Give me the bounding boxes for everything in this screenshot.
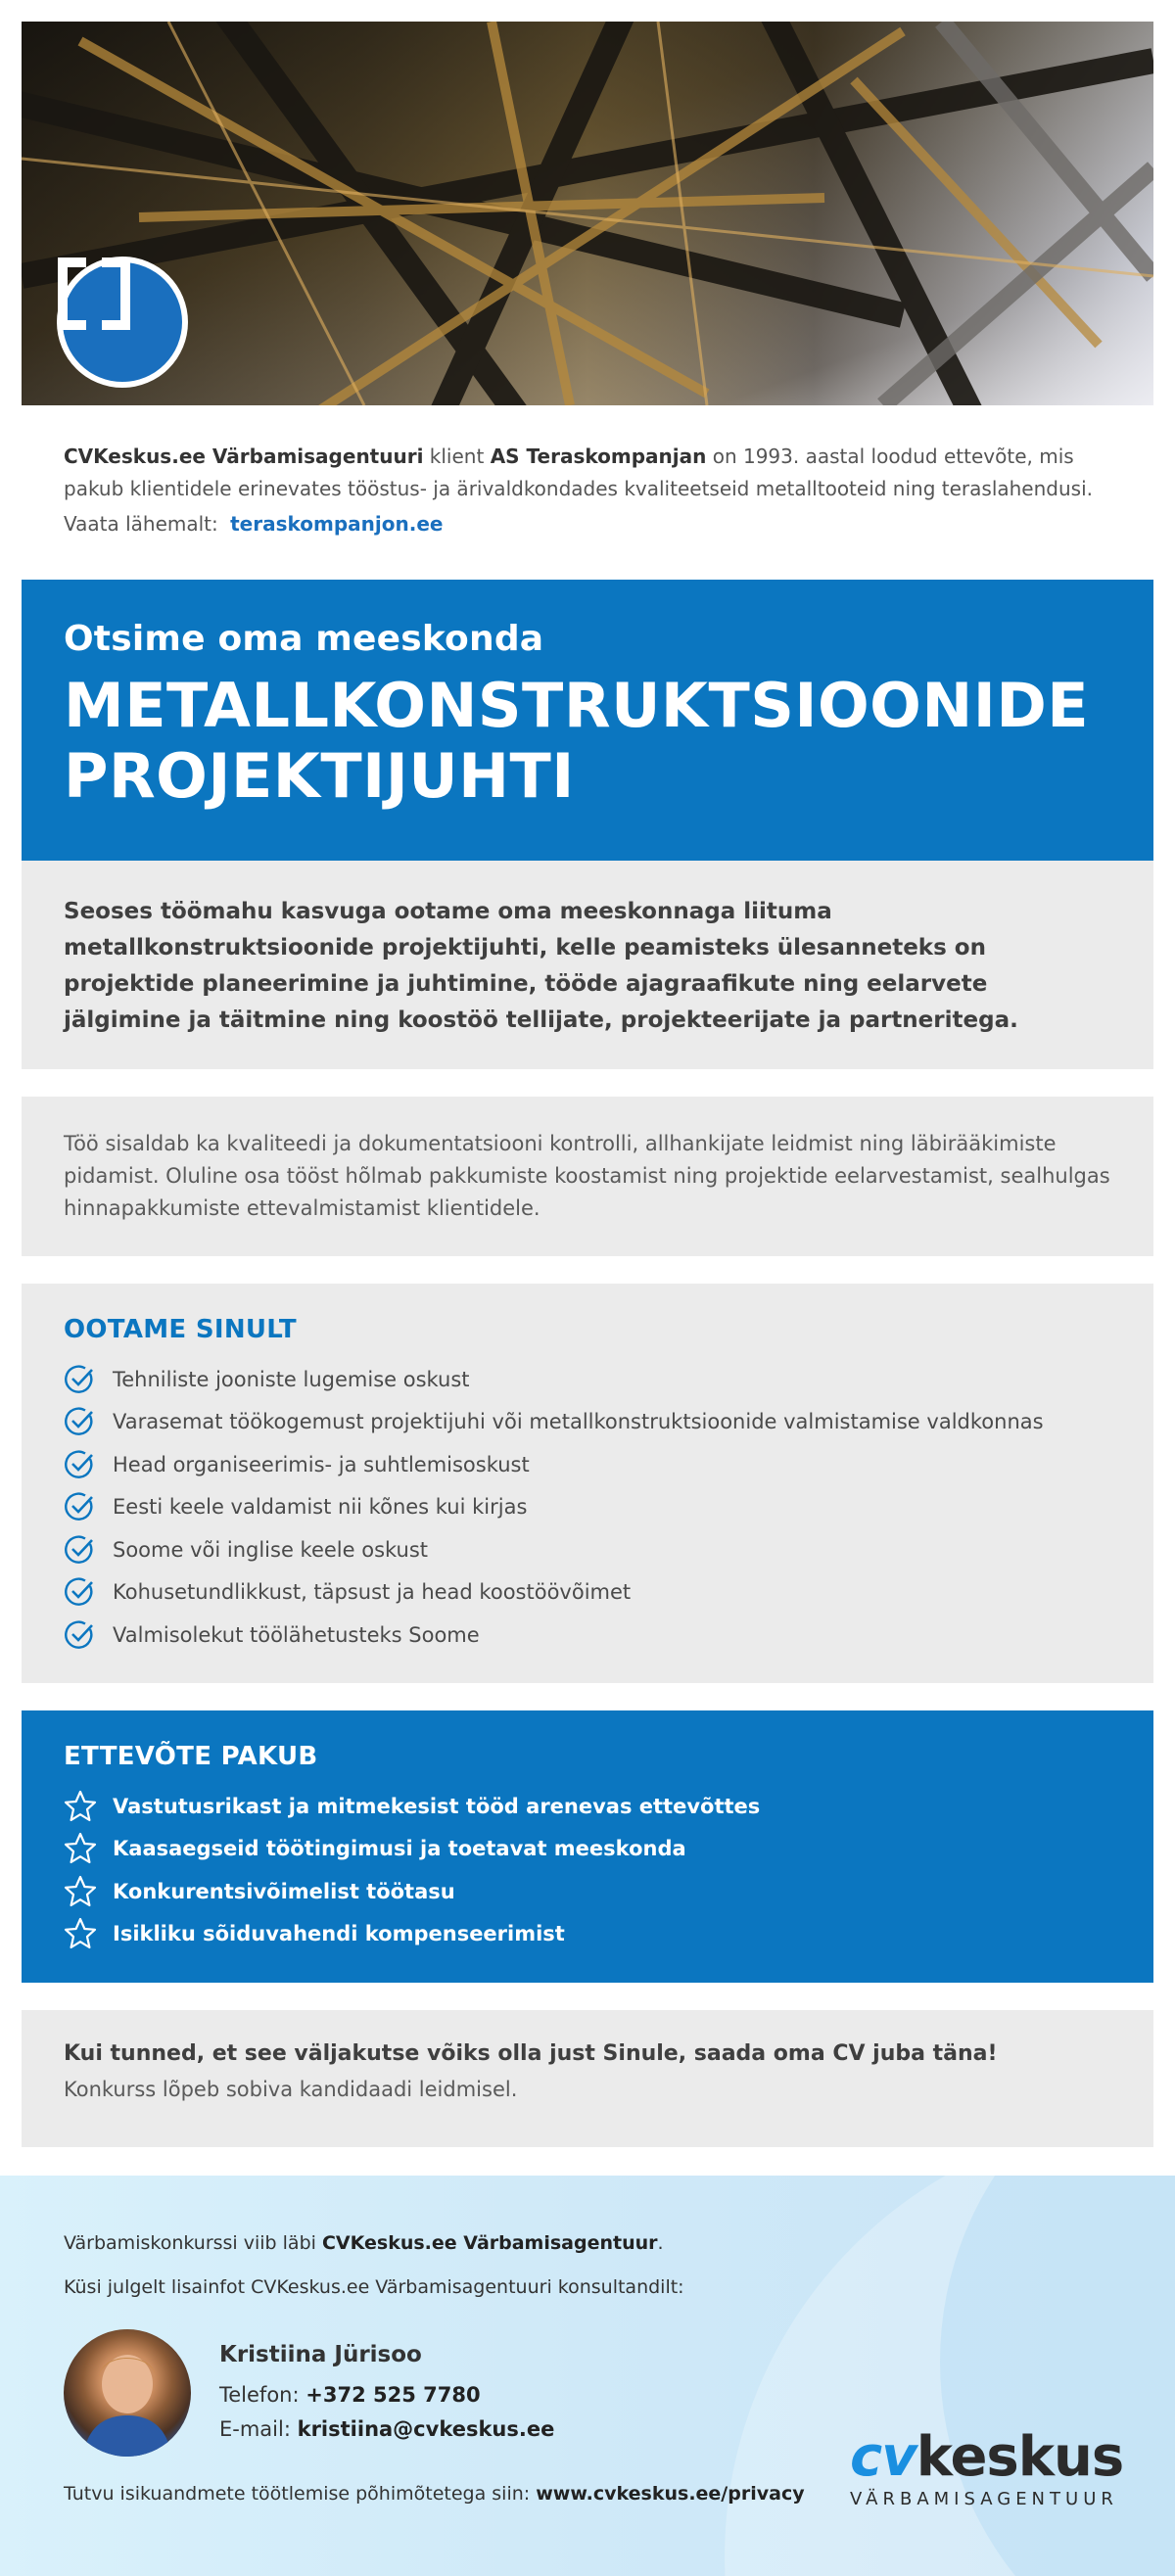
- job-title-block: [22, 580, 1153, 861]
- offer-item: Konkurentsivõimelist töötasu: [64, 1870, 1111, 1913]
- offer-item: Kaasaegseid töötingimusi ja toetavat meeskonda: [64, 1828, 1111, 1871]
- check-circle-icon: [64, 1534, 113, 1566]
- consultant-phone: Telefon: +372 525 7780: [219, 2383, 481, 2407]
- company-description: on 1993. aastal loodud ettevõte, mis pakub klientidele erinevates tööstus- ja ärivaldkondades kvaliteetseid metalltooteid ning teraslahendusi.: [64, 445, 1093, 500]
- phone-number[interactable]: +372 525 7780: [306, 2383, 481, 2407]
- cvkeskus-logo: [850, 2425, 1124, 2509]
- cta-deadline-note: Konkurss lõpeb sobiva kandidaadi leidmisel.: [64, 2078, 518, 2101]
- requirement-item: Tehniliste jooniste lugemise oskust: [64, 1358, 1111, 1401]
- company-logo-badge: [57, 257, 188, 388]
- client-name: AS Teraskompanjan: [490, 445, 707, 468]
- requirement-item: Valmisolekut töölähetusteks Soome: [64, 1614, 1111, 1657]
- offer-item: Vastutusrikast ja mitmekesist tööd arenevas ettevõttes: [64, 1785, 1111, 1828]
- offer-section: [22, 1710, 1153, 1983]
- star-icon: [64, 1917, 113, 1950]
- check-circle-icon: [64, 1364, 113, 1395]
- consultant-avatar: [64, 2329, 191, 2457]
- offer-item: Isikliku sõiduvahendi kompenseerimist: [64, 1913, 1111, 1956]
- consultant-email: E-mail: kristiina@cvkeskus.ee: [219, 2417, 555, 2441]
- job-description-paragraph: Töö sisaldab ka kvaliteedi ja dokumentatsiooni kontrolli, allhankijate leidmist ning läbirääkimiste pidamist. Oluline osa tööst hõlmab pakkumiste koostamist ning projektide eelarvestamist, sealhulgas hinnapakkumiste ettevalmistamist klientidele.: [22, 1097, 1153, 1256]
- requirement-item: Kohusetundlikkust, täpsust ja head koostöövõimet: [64, 1571, 1111, 1615]
- offer-heading: ETTEVÕTE PAKUB: [64, 1742, 318, 1771]
- requirements-list: [64, 1358, 1111, 1657]
- recruiter-line: Värbamiskonkurssi viib läbi CVKeskus.ee Värbamisagentuur.: [64, 2232, 664, 2254]
- job-title: [64, 671, 1111, 812]
- company-intro: [64, 441, 1121, 505]
- email-address[interactable]: kristiina@cvkeskus.ee: [297, 2417, 555, 2441]
- more-info-row: [64, 512, 443, 536]
- lead-paragraph: Seoses töömahu kasvuga ootame oma meeskonnaga liituma metallkonstruktsioonide projektijuhti, kelle peamisteks ülesanneteks on projektide planeerimine ja juhtimine, tööde ajagraafikute ning eelarvete jälgimine ja täitmine ning koostöö tellijate, projekteerijate ja partneritega.: [22, 861, 1153, 1069]
- cta-heading: Kui tunned, et see väljakutse võiks olla just Sinule, saada oma CV juba täna!: [64, 2041, 998, 2066]
- offer-list: [64, 1785, 1111, 1955]
- job-title-line-1: METALLKONSTRUKTSIOONIDE: [64, 670, 1090, 741]
- ask-more-line: Küsi julgelt lisainfot CVKeskus.ee Värbamisagentuuri konsultandilt:: [64, 2276, 684, 2298]
- check-circle-icon: [64, 1619, 113, 1651]
- privacy-link[interactable]: www.cvkeskus.ee/privacy: [536, 2483, 805, 2505]
- consultant-name: Kristiina Jürisoo: [219, 2342, 422, 2367]
- cvkeskus-wordmark: cvkeskus: [850, 2425, 1124, 2489]
- hero-steel-structure-image: [22, 22, 1153, 405]
- star-icon: [64, 1832, 113, 1865]
- star-icon: [64, 1790, 113, 1823]
- company-website-link[interactable]: teraskompanjon.ee: [230, 512, 444, 536]
- check-circle-icon: [64, 1491, 113, 1522]
- requirements-heading: OOTAME SINULT: [64, 1315, 297, 1344]
- recruiter-agency-name: CVKeskus.ee Värbamisagentuur: [321, 2232, 658, 2254]
- client-word: klient: [429, 445, 485, 468]
- job-title-line-2: PROJEKTIJUHTI: [64, 740, 575, 812]
- more-info-label: Vaata lähemalt:: [64, 512, 218, 536]
- steel-beams-illustration: [22, 22, 1153, 405]
- bracket-logo-icon: [63, 262, 182, 382]
- cvkeskus-tagline: VÄRBAMISAGENTUUR: [850, 2489, 1118, 2509]
- requirements-section: [22, 1284, 1153, 1683]
- check-circle-icon: [64, 1406, 113, 1437]
- check-circle-icon: [64, 1449, 113, 1480]
- check-circle-icon: [64, 1576, 113, 1608]
- star-icon: [64, 1875, 113, 1908]
- privacy-line: Tutvu isikuandmete töötlemise põhimõtetega siin: www.cvkeskus.ee/privacy: [64, 2483, 805, 2505]
- call-to-action-box: [22, 2010, 1153, 2147]
- title-subheading: Otsime oma meeskonda: [64, 619, 544, 659]
- requirement-item: Varasemat töökogemust projektijuhi või metallkonstruktsioonide valmistamise valdkonnas: [64, 1401, 1111, 1444]
- agency-name: CVKeskus.ee Värbamisagentuuri: [64, 445, 424, 468]
- requirement-item: Soome või inglise keele oskust: [64, 1528, 1111, 1571]
- requirement-item: Head organiseerimis- ja suhtlemisoskust: [64, 1443, 1111, 1486]
- requirement-item: Eesti keele valdamist nii kõnes kui kirjas: [64, 1486, 1111, 1529]
